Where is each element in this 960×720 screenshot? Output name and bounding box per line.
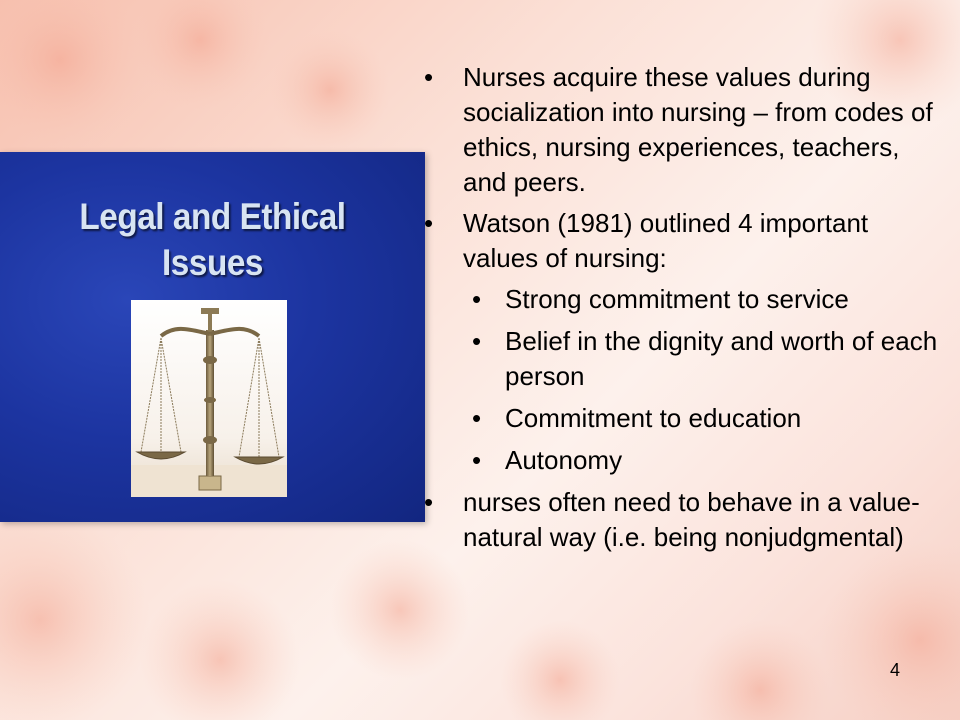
page-number: 4 — [889, 660, 900, 680]
slide-title-line-1: Legal and Ethical — [79, 196, 346, 237]
bullet-text: Nurses acquire these values during socialization into nursing – from codes of ethics, nursing experiences, teachers, and peers. — [463, 62, 933, 197]
bullet-text: Commitment to education — [505, 403, 802, 433]
bullet-text: Watson (1981) outlined 4 important values of nursing: — [463, 208, 869, 273]
bullet-marker: • — [472, 403, 482, 433]
slide-title — [21, 194, 404, 286]
bullet-list — [420, 60, 950, 561]
sub-bullet-item — [420, 324, 950, 394]
bullet-marker: • — [424, 208, 434, 238]
bullet-item — [420, 485, 950, 555]
bullet-item — [420, 60, 950, 200]
bullet-marker: • — [472, 284, 482, 314]
bullet-item — [420, 206, 950, 276]
bullet-text: Belief in the dignity and worth of each person — [505, 326, 938, 391]
bullet-text: Autonomy — [505, 445, 623, 475]
bullet-text: nurses often need to behave in a value-natural way (i.e. being nonjudgmental) — [463, 487, 920, 552]
bullet-marker: • — [472, 326, 482, 356]
scales-of-justice-image — [131, 300, 287, 497]
slide-title-line-2: Issues — [162, 242, 263, 283]
sub-bullet-item — [420, 401, 950, 436]
bullet-marker: • — [424, 487, 434, 517]
sub-bullet-item — [420, 443, 950, 478]
bullet-marker: • — [472, 445, 482, 475]
bullet-marker: • — [424, 62, 434, 92]
bullet-text: Strong commitment to service — [505, 284, 849, 314]
sub-bullet-item — [420, 282, 950, 317]
